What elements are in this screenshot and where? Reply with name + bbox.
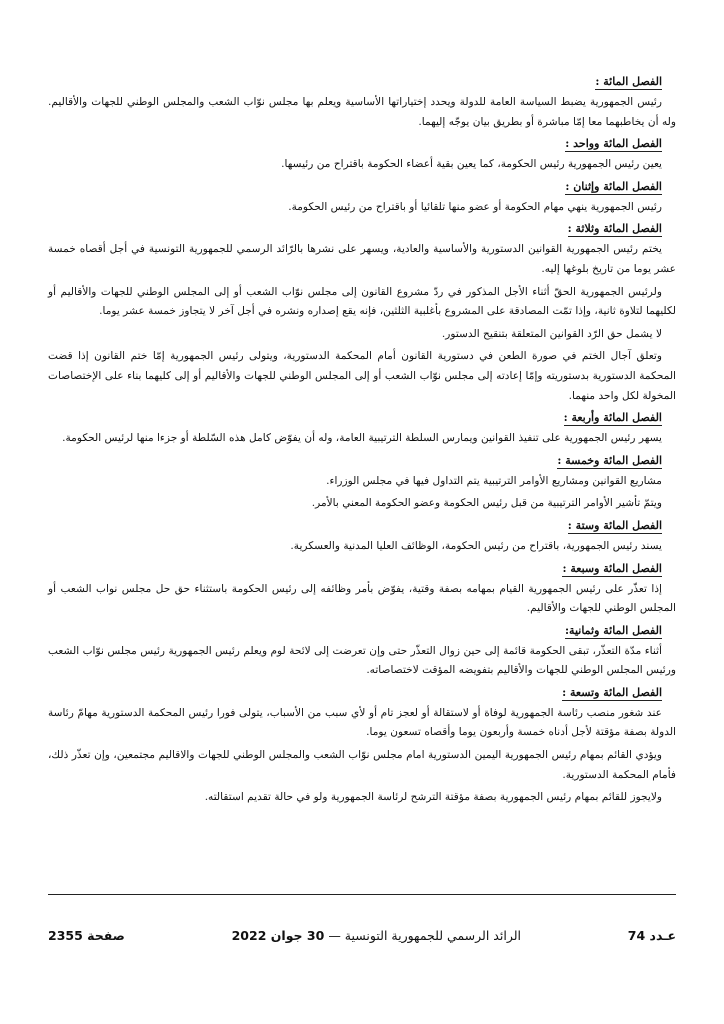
- article-heading-text: الفصل المائة وثلاثة :: [567, 222, 662, 236]
- article-heading: [48, 518, 676, 534]
- article-heading: [48, 179, 676, 195]
- article-heading-text: الفصل المائة وخمسة :: [557, 453, 662, 467]
- article-paragraph: يعين رئيس الجمهورية رئيس الحكومة، كما يعين بقية أعضاء الحكومة باقتراح من رئيسها.: [281, 158, 662, 171]
- article-paragraph: أثناء مدّة التعذّر، تبقى الحكومة قائمة إلى حين زوال التعذّر حتى وإن تعرضت إلى لائحة لوم ويعلم رئيس الجمهورية رئيس مجلس نوّاب الشعب ورئيس المجلس الوطني للجهات والأقاليم بتفويضه المؤقت لاختصاصاته.: [48, 644, 676, 677]
- article-paragraph: وتعلق آجال الختم في صورة الطعن في دستورية القانون أمام المحكمة الدستورية، ويتولى رئيس الجمهورية إمّا ختم القانون إذا قضت المحكمة الدستورية بدستوريته وإمّا إعادته إلى مجلس نوّاب الشعب أو إلى المجلس الوطني للجهات والأقاليم أو إلى كليهما بناء على الإختصاصات المخولة لكل واحد منهما.: [48, 350, 676, 402]
- article-heading: [48, 74, 676, 90]
- page-footer: [48, 928, 676, 943]
- article-paragraph: يختم رئيس الجمهورية القوانين الدستورية والأساسية والعادية، ويسهر على نشرها بالرّائد الرسمي للجمهورية التونسية في أجل أقصاه خمسة عشر يوما من تاريخ بلوغها إليه.: [48, 243, 676, 275]
- article-heading-text: الفصل المائة وستة :: [567, 518, 662, 532]
- document-body: [48, 74, 676, 808]
- article-paragraph: إذا تعذّر على رئيس الجمهورية القيام بمهامه بصفة وقتية، يفوّض بأمر وظائفه إلى رئيس الحكومة باستثناء حق حل مجلس نواب الشعب أو المجلس الوطني للجهات والأقاليم.: [48, 582, 676, 615]
- article-paragraph: عند شغور منصب رئاسة الجمهورية لوفاة أو لاستقالة أو لعجز تام أو لأي سبب من الأسباب، يتولى فورا رئيس المحكمة الدستورية مهامّ رئاسة الدولة بصفة مؤقتة لأجل أدناه خمسة وأربعون يوما وأقصاه تسعون يوما.: [48, 706, 676, 739]
- gazette-name: الرائد الرسمي للجمهورية التونسية: [344, 928, 521, 943]
- article-heading: [48, 561, 676, 577]
- article-heading-text: الفصل المائة وأربعة :: [563, 411, 662, 425]
- footer-divider: [48, 894, 676, 895]
- article-paragraph: مشاريع القوانين ومشاريع الأوامر الترتيبية يتم التداول فيها في مجلس الوزراء.: [326, 474, 662, 487]
- article-heading: [48, 453, 676, 469]
- article-heading-text: الفصل المائة وثمانية:: [564, 623, 662, 637]
- article-heading: [48, 136, 676, 152]
- article-paragraph: يسهر رئيس الجمهورية على تنفيذ القوانين ويمارس السلطة الترتيبية العامة، وله أن يفوّض كامل هذه السّلطة أو جزءا منها لرئيس الحكومة.: [62, 432, 662, 445]
- article-paragraph: ويؤدي القائم بمهام رئيس الجمهورية اليمين الدستورية امام مجلس نوّاب الشعب والمجلس الوطني للجهات والاقاليم مجتمعين، وإن تعذّر ذلك، فأمام المحكمة الدستورية.: [48, 749, 676, 781]
- issue-number: عـدد 74: [627, 928, 676, 943]
- article-paragraph: رئيس الجمهورية يضبط السياسة العامة للدولة ويحدد إختياراتها الأساسية ويعلم بها مجلس نوّاب الشعب والمجلس الوطني للجهات والأقاليم. وله أن يخاطبهما معا إمّا مباشرة أو بطريق بيان يوجّه إليهما.: [48, 96, 676, 128]
- article-heading: [48, 623, 676, 639]
- article-heading-text: الفصل المائة وإثنان :: [565, 179, 662, 193]
- article-paragraph: رئيس الجمهورية ينهي مهام الحكومة أو عضو منها تلقائيا أو باقتراح من رئيس الحكومة.: [288, 200, 662, 213]
- gazette-title: [232, 928, 521, 943]
- title-separator: —: [328, 928, 341, 943]
- article-heading-text: الفصل المائة وواحد :: [565, 137, 662, 151]
- article-paragraph: ولايجوز للقائم بمهام رئيس الجمهورية بصفة مؤقتة الترشح لرئاسة الجمهورية ولو في حالة تقديم استقالته.: [204, 791, 662, 804]
- article-paragraph: لا يشمل حق الرّد القوانين المتعلقة بتنقيح الدستور.: [441, 327, 662, 340]
- article-heading: [48, 410, 676, 426]
- article-heading-text: الفصل المائة وتسعة :: [562, 685, 662, 699]
- article-heading: [48, 221, 676, 237]
- article-paragraph: ويتمّ تأشير الأوامر الترتيبية من قبل رئيس الحكومة وعضو الحكومة المعني بالأمر.: [311, 497, 662, 510]
- publication-date: 30 جوان 2022: [231, 928, 325, 943]
- page-number: صفحة 2355: [48, 928, 125, 943]
- article-heading-text: الفصل المائة :: [595, 75, 662, 88]
- article-paragraph: يسند رئيس الجمهورية، باقتراح من رئيس الحكومة، الوظائف العليا المدنية والعسكرية.: [290, 539, 662, 552]
- article-paragraph: ولرئيس الجمهورية الحقّ أثناء الأجل المذكور في ردّ مشروع القانون إلى مجلس نوّاب الشعب أو إلى المجلس الوطني للجهات والأقاليم أو لكليهما لتلاوة ثانية، وإذا تمّت المصادقة على المشروع بأغلبية الثلثين، فإنه يقع إصداره ونشره في أجل آخر لا يتجاوز خمسة عشر يوما.: [48, 285, 676, 318]
- article-heading-text: الفصل المائة وسبعة :: [562, 561, 662, 575]
- article-heading: [48, 685, 676, 701]
